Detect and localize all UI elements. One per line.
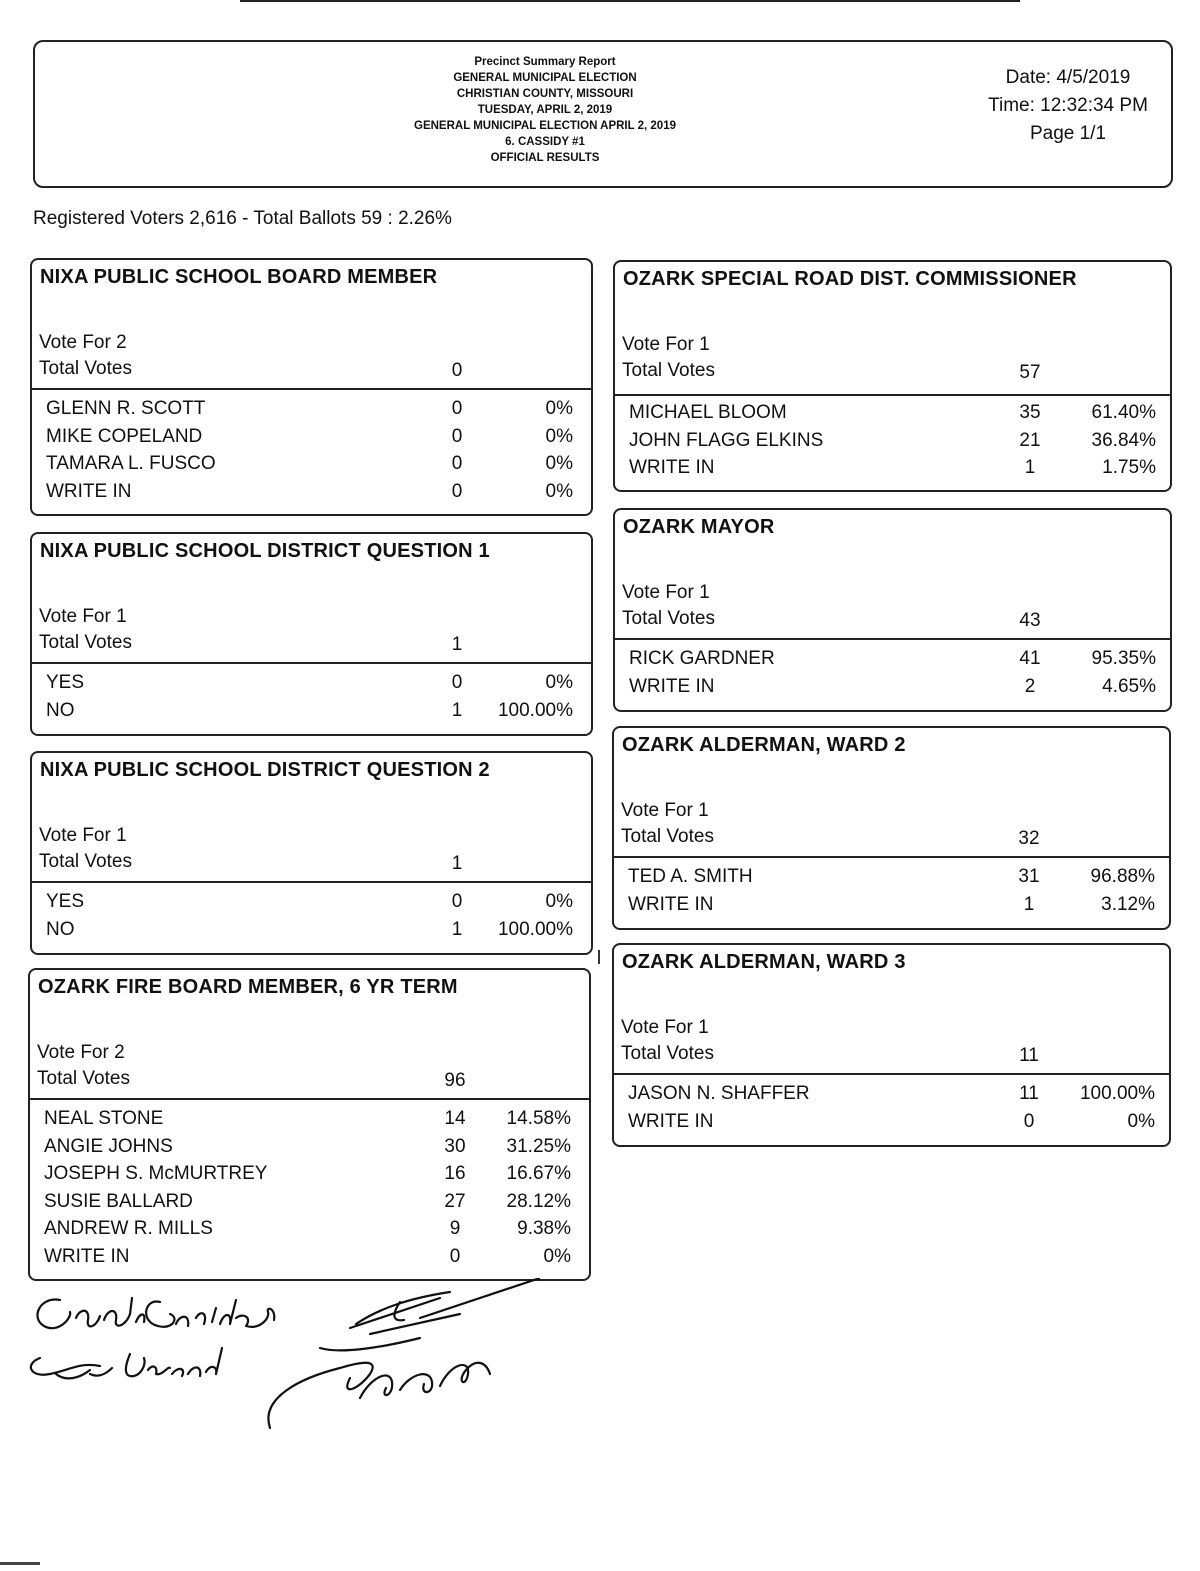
candidate-percent: 0% bbox=[543, 1245, 571, 1267]
header-line: GENERAL MUNICIPAL ELECTION APRIL 2, 2019 bbox=[414, 120, 676, 132]
candidate-row bbox=[32, 481, 591, 509]
total-votes-value: 0 bbox=[451, 360, 463, 381]
candidate-votes: 1 bbox=[1024, 457, 1036, 478]
candidate-name: WRITE IN bbox=[628, 893, 714, 915]
candidate-votes: 0 bbox=[1023, 1110, 1035, 1132]
candidate-row bbox=[30, 1136, 589, 1164]
signature-stroke bbox=[268, 1338, 490, 1428]
vote-for-label: Vote For 1 bbox=[621, 1017, 709, 1038]
total-votes-label: Total Votes bbox=[622, 608, 715, 629]
candidate-name: JOSEPH S. McMURTREY bbox=[44, 1163, 268, 1184]
report-date: Date: 4/5/2019 bbox=[1005, 67, 1131, 88]
candidate-percent: 3.12% bbox=[1101, 893, 1155, 915]
candidate-name: WRITE IN bbox=[629, 675, 715, 697]
candidate-percent: 95.35% bbox=[1091, 648, 1156, 669]
race-divider bbox=[615, 394, 1170, 396]
candidate-row bbox=[30, 1191, 589, 1219]
vote-for-label: Vote For 1 bbox=[622, 334, 710, 355]
report-page: Page 1/1 bbox=[1029, 123, 1107, 144]
candidate-percent: 36.84% bbox=[1091, 429, 1156, 451]
candidate-votes: 41 bbox=[1019, 648, 1041, 669]
candidate-row bbox=[614, 894, 1169, 922]
signature-stroke bbox=[37, 1298, 274, 1328]
candidate-percent: 31.25% bbox=[506, 1135, 571, 1157]
candidate-row bbox=[32, 672, 591, 700]
race-box bbox=[30, 532, 593, 736]
race-title: NIXA PUBLIC SCHOOL DISTRICT QUESTION 1 bbox=[40, 540, 490, 562]
candidate-percent: 100.00% bbox=[1079, 1083, 1155, 1104]
total-votes-label: Total Votes bbox=[621, 1043, 714, 1064]
candidate-name: WRITE IN bbox=[629, 457, 715, 478]
header-line: GENERAL MUNICIPAL ELECTION bbox=[453, 72, 637, 84]
candidate-row bbox=[32, 398, 591, 426]
race-divider bbox=[30, 1098, 589, 1100]
candidate-votes: 1 bbox=[451, 699, 463, 721]
signatures bbox=[20, 1278, 540, 1448]
vote-for-label: Vote For 1 bbox=[622, 582, 710, 603]
candidate-row bbox=[32, 700, 591, 728]
candidate-row bbox=[615, 648, 1170, 676]
candidate-percent: 0% bbox=[545, 453, 573, 474]
signature-stroke bbox=[31, 1348, 222, 1378]
total-votes-label: Total Votes bbox=[621, 826, 714, 847]
candidate-votes: 0 bbox=[451, 398, 463, 419]
candidate-name: GLENN R. SCOTT bbox=[46, 398, 206, 419]
candidate-name: MIKE COPELAND bbox=[46, 425, 203, 447]
race-title: NIXA PUBLIC SCHOOL BOARD MEMBER bbox=[40, 266, 438, 288]
candidate-votes: 1 bbox=[1023, 893, 1035, 915]
candidate-votes: 2 bbox=[1024, 675, 1036, 697]
header-line: CHRISTIAN COUNTY, MISSOURI bbox=[456, 88, 634, 100]
candidate-name: NEAL STONE bbox=[44, 1108, 164, 1129]
candidate-row bbox=[32, 453, 591, 481]
candidate-row bbox=[615, 676, 1170, 704]
signature-stroke bbox=[350, 1278, 540, 1334]
candidate-votes: 16 bbox=[444, 1163, 466, 1184]
total-votes-value: 11 bbox=[1019, 1045, 1039, 1066]
candidate-name: NO bbox=[46, 699, 75, 721]
candidate-percent: 0% bbox=[545, 398, 573, 419]
candidate-votes: 0 bbox=[451, 453, 463, 474]
race-title: OZARK ALDERMAN, WARD 2 bbox=[622, 734, 906, 756]
vote-for-label: Vote For 2 bbox=[39, 332, 127, 353]
candidate-votes: 0 bbox=[449, 1245, 461, 1267]
total-votes-value: 96 bbox=[444, 1070, 466, 1091]
candidate-name: YES bbox=[46, 672, 85, 693]
candidate-name: TED A. SMITH bbox=[628, 866, 753, 887]
candidate-percent: 61.40% bbox=[1091, 402, 1156, 423]
candidate-percent: 0% bbox=[545, 425, 573, 447]
candidate-votes: 14 bbox=[444, 1108, 466, 1129]
stray-mark bbox=[598, 950, 600, 964]
candidate-votes: 31 bbox=[1018, 866, 1040, 887]
registered-voters-summary: Registered Voters 2,616 - Total Ballots 59 : 2.26% bbox=[33, 208, 452, 229]
candidate-votes: 0 bbox=[451, 425, 463, 447]
total-votes-label: Total Votes bbox=[622, 360, 715, 381]
candidate-votes: 0 bbox=[451, 891, 463, 912]
race-box bbox=[30, 258, 593, 516]
race-title: NIXA PUBLIC SCHOOL DISTRICT QUESTION 2 bbox=[40, 759, 490, 781]
total-votes-label: Total Votes bbox=[37, 1068, 130, 1089]
candidate-name: WRITE IN bbox=[44, 1245, 130, 1267]
race-box bbox=[612, 726, 1171, 930]
report-header bbox=[33, 40, 1173, 188]
candidate-percent: 9.38% bbox=[517, 1218, 571, 1239]
candidate-percent: 0% bbox=[1127, 1110, 1155, 1132]
candidate-row bbox=[30, 1108, 589, 1136]
page-footer-mark bbox=[0, 1562, 40, 1565]
report-time: Time: 12:32:34 PM bbox=[988, 95, 1148, 116]
total-votes-value: 1 bbox=[451, 634, 463, 655]
top-edge-line bbox=[240, 0, 1020, 2]
candidate-name: RICK GARDNER bbox=[629, 648, 775, 669]
candidate-votes: 30 bbox=[444, 1135, 466, 1157]
race-title: OZARK FIRE BOARD MEMBER, 6 YR TERM bbox=[38, 976, 458, 998]
candidate-name: TAMARA L. FUSCO bbox=[46, 453, 216, 474]
race-box bbox=[30, 751, 593, 955]
candidate-name: SUSIE BALLARD bbox=[44, 1190, 193, 1212]
candidate-votes: 35 bbox=[1019, 402, 1041, 423]
candidate-votes: 1 bbox=[451, 918, 463, 940]
total-votes-label: Total Votes bbox=[39, 632, 132, 653]
race-divider bbox=[615, 638, 1170, 640]
header-line: 6. CASSIDY #1 bbox=[505, 136, 585, 148]
total-votes-label: Total Votes bbox=[39, 851, 132, 872]
candidate-votes: 9 bbox=[449, 1218, 461, 1239]
candidate-row bbox=[614, 866, 1169, 894]
race-divider bbox=[614, 1073, 1169, 1075]
candidate-row bbox=[30, 1163, 589, 1191]
header-line: Precinct Summary Report bbox=[474, 56, 616, 68]
candidate-name: NO bbox=[46, 918, 75, 940]
race-divider bbox=[32, 388, 591, 390]
candidate-percent: 1.75% bbox=[1102, 457, 1156, 478]
candidate-percent: 28.12% bbox=[506, 1190, 571, 1212]
candidate-percent: 4.65% bbox=[1102, 675, 1156, 697]
candidate-name: ANGIE JOHNS bbox=[44, 1135, 173, 1157]
candidate-votes: 0 bbox=[451, 480, 463, 502]
header-line: TUESDAY, APRIL 2, 2019 bbox=[477, 104, 613, 116]
candidate-row bbox=[32, 426, 591, 454]
race-divider bbox=[32, 662, 591, 664]
vote-for-label: Vote For 1 bbox=[621, 800, 709, 821]
race-title: OZARK SPECIAL ROAD DIST. COMMISSIONER bbox=[623, 268, 1077, 290]
candidate-votes: 0 bbox=[451, 672, 463, 693]
header-line: OFFICIAL RESULTS bbox=[490, 152, 600, 164]
total-votes-value: 32 bbox=[1018, 828, 1040, 849]
candidate-name: ANDREW R. MILLS bbox=[44, 1218, 213, 1239]
candidate-name: MICHAEL BLOOM bbox=[629, 402, 787, 423]
candidate-row bbox=[615, 402, 1170, 430]
race-box bbox=[613, 260, 1172, 492]
candidate-row bbox=[32, 919, 591, 947]
vote-for-label: Vote For 2 bbox=[37, 1042, 125, 1063]
candidate-percent: 0% bbox=[545, 480, 573, 502]
candidate-row bbox=[30, 1218, 589, 1246]
race-divider bbox=[614, 856, 1169, 858]
candidate-row bbox=[615, 457, 1170, 485]
candidate-name: YES bbox=[46, 891, 85, 912]
candidate-percent: 100.00% bbox=[497, 699, 573, 721]
report-meta bbox=[973, 64, 1163, 148]
vote-for-label: Vote For 1 bbox=[39, 825, 127, 846]
race-box bbox=[613, 508, 1172, 712]
candidate-votes: 11 bbox=[1019, 1083, 1039, 1104]
candidate-name: JOHN FLAGG ELKINS bbox=[629, 429, 824, 451]
candidate-percent: 100.00% bbox=[497, 918, 573, 940]
candidate-percent: 96.88% bbox=[1090, 866, 1155, 887]
candidate-name: JASON N. SHAFFER bbox=[628, 1083, 810, 1104]
candidate-row bbox=[30, 1246, 589, 1274]
race-box bbox=[28, 968, 591, 1281]
total-votes-value: 43 bbox=[1019, 610, 1041, 631]
total-votes-value: 57 bbox=[1019, 362, 1041, 383]
total-votes-label: Total Votes bbox=[39, 358, 132, 379]
candidate-percent: 0% bbox=[545, 891, 573, 912]
candidate-votes: 21 bbox=[1019, 429, 1041, 451]
race-title: OZARK ALDERMAN, WARD 3 bbox=[622, 951, 906, 973]
report-title-block bbox=[335, 54, 755, 166]
candidate-votes: 27 bbox=[444, 1190, 466, 1212]
total-votes-value: 1 bbox=[451, 853, 463, 874]
vote-for-label: Vote For 1 bbox=[39, 606, 127, 627]
candidate-percent: 16.67% bbox=[506, 1163, 571, 1184]
race-divider bbox=[32, 881, 591, 883]
candidate-name: WRITE IN bbox=[628, 1110, 714, 1132]
candidate-row bbox=[615, 430, 1170, 458]
candidate-name: WRITE IN bbox=[46, 480, 132, 502]
race-box bbox=[612, 943, 1171, 1147]
race-title: OZARK MAYOR bbox=[623, 516, 775, 538]
candidate-row bbox=[614, 1083, 1169, 1111]
candidate-percent: 0% bbox=[545, 672, 573, 693]
candidate-row bbox=[32, 891, 591, 919]
candidate-percent: 14.58% bbox=[506, 1108, 571, 1129]
candidate-row bbox=[614, 1111, 1169, 1139]
